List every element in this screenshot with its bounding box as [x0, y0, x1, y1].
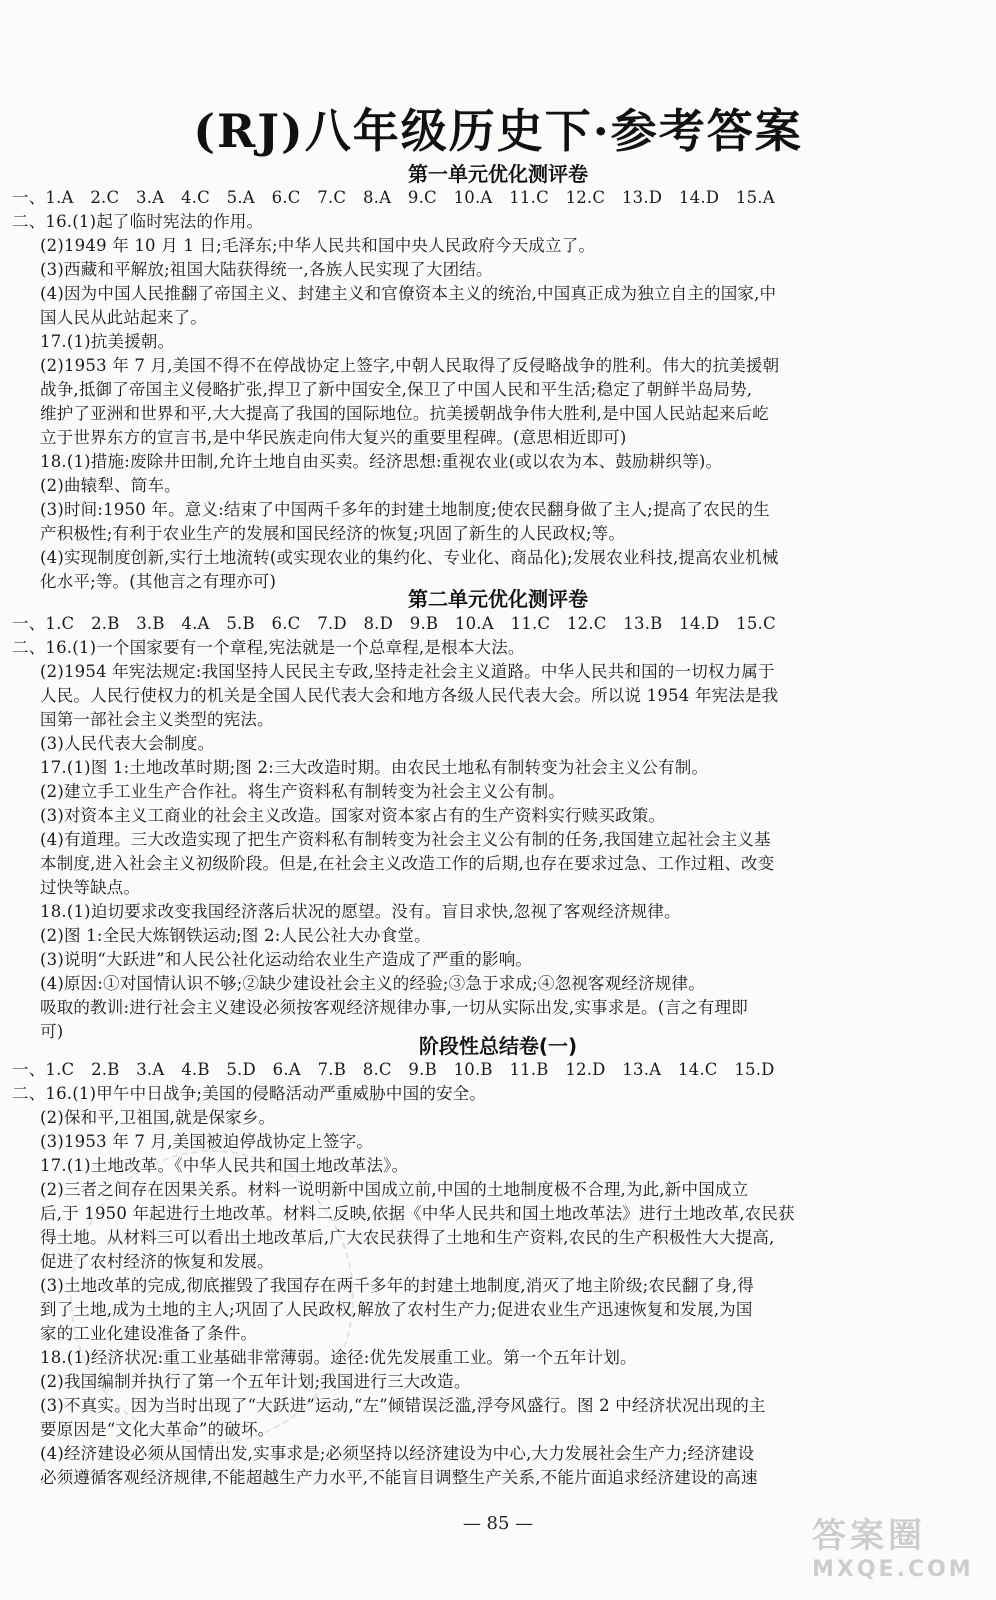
- answer-line: (2)保和平,卫祖国,就是保家乡。: [40, 1108, 276, 1127]
- answer-line: 得土地。从材料三可以看出土地改革后,广大农民获得了土地和生产资料,农民的生产积极性大大提高,: [40, 1228, 775, 1247]
- answer-line: (2)1953 年 7 月,美国不得不在停战协定上签字,中朝人民取得了反侵略战争的胜利。伟大的抗美援朝: [40, 356, 780, 375]
- page-title: (RJ)八年级历史下·参考答案: [193, 104, 803, 158]
- answer-line: 二、16.(1)甲午中日战争;美国的侵略活动严重威胁中国的安全。: [12, 1084, 487, 1103]
- watermark-text-bottom: MXQE.COM: [812, 1557, 974, 1582]
- answer-line: 本制度,进入社会主义初级阶段。但是,在社会主义改造工作的后期,也存在要求过急、工作过粗、改变: [40, 854, 775, 873]
- answer-line: 立于世界东方的宣言书,是中华民族走向伟大复兴的重要里程碑。(意思相近即可): [40, 428, 627, 447]
- section-heading-2: 第二单元优化测评卷: [408, 587, 588, 611]
- section-heading-3: 阶段性总结卷(一): [418, 1034, 578, 1058]
- answer-line: (4)原因:①对国情认识不够;②缺少建设社会主义的经验;③急于求成;④忽视客观经济规律。: [40, 974, 705, 993]
- answer-line: (3)说明“大跃进”和人民公社化运动给农业生产造成了严重的影响。: [40, 950, 533, 969]
- answer-line: 战争,抵御了帝国主义侵略扩张,捍卫了新中国安全,保卫了中国人民和平生活;稳定了朝鲜半岛局势,: [40, 380, 753, 399]
- answer-line: (3)土地改革的完成,彻底摧毁了我国存在两千多年的封建土地制度,消灭了地主阶级;农民翻了身,得: [40, 1276, 755, 1295]
- page-number: — 85 —: [462, 1513, 534, 1534]
- answer-line: 二、16.(1)一个国家要有一个章程,宪法就是一个总章程,是根本大法。: [12, 638, 525, 657]
- answer-line: 18.(1)经济状况:重工业基础非常薄弱。途径:优先发展重工业。第一个五年计划。: [40, 1348, 637, 1367]
- answer-line: (3)西藏和平解放;祖国大陆获得统一,各族人民实现了大团结。: [40, 260, 493, 279]
- answer-line: (2)1949 年 10 月 1 日;毛泽东;中华人民共和国中央人民政府今天成立了。: [40, 236, 596, 255]
- answer-line: (3)人民代表大会制度。: [40, 734, 215, 753]
- answer-line: 产积极性;有利于农业生产的发展和国民经济的恢复;巩固了新生的人民政权;等。: [40, 524, 626, 543]
- answer-line: 化水平;等。(其他言之有理亦可): [40, 572, 277, 591]
- answer-line: 18.(1)迫切要求改变我国经济落后状况的愿望。没有。盲目求快,忽视了客观经济规律。: [40, 902, 681, 921]
- answer-line: (4)实现制度创新,实行土地流转(或实现农业的集约化、专业化、商品化);发展农业科技,提高农业机械: [40, 548, 779, 567]
- faded-stamp-mark: [70, 1150, 354, 1444]
- answer-line: 国人民从此站起来了。: [40, 308, 207, 327]
- answer-line: (3)1953 年 7 月,美国被迫停战协定上签字。: [40, 1132, 374, 1151]
- answer-line: 维护了亚洲和世界和平,大大提高了我国的国际地位。抗美援朝战争伟大胜利,是中国人民站起来后屹: [40, 404, 769, 423]
- answer-line: 可): [40, 1022, 64, 1041]
- answer-line: 一、1.A 2.C 3.A 4.C 5.A 6.C 7.C 8.A 9.C 10.A 11.C 12.C 13.D 14.D 15.A: [12, 188, 775, 207]
- section-heading-1: 第一单元优化测评卷: [408, 162, 588, 186]
- answer-line: (3)不真实。因为当时出现了“大跃进”运动,“左”倾错误泛滥,浮夸风盛行。图 2 中经济状况出现的主: [40, 1396, 766, 1415]
- answer-line: 17.(1)抗美援朝。: [40, 332, 175, 351]
- answer-line: (4)经济建设必须从国情出发,实事求是;必须坚持以经济建设为中心,大力发展社会生产力;经济建设: [40, 1444, 755, 1463]
- answer-line: 17.(1)土地改革。《中华人民共和国土地改革法》。: [40, 1156, 409, 1175]
- answer-line: 二、16.(1)起了临时宪法的作用。: [12, 212, 264, 231]
- answer-line: (3)对资本主义工商业的社会主义改造。国家对资本家占有的生产资料实行赎买政策。: [40, 806, 666, 825]
- answer-line: (2)三者之间存在因果关系。材料一说明新中国成立前,中国的土地制度极不合理,为此,新中国成立: [40, 1180, 749, 1199]
- watermark-text-top: 答案圈: [812, 1516, 926, 1556]
- answer-line: 吸取的教训:进行社会主义建设必须按客观经济规律办事,一切从实际出发,实事求是。(言之有理即: [40, 998, 748, 1017]
- answer-line: 一、1.C 2.B 3.B 4.A 5.B 6.C 7.D 8.D 9.B 10.A 11.C 12.C 13.B 14.D 15.C: [12, 614, 776, 633]
- answer-line: (2)1954 年宪法规定:我国坚持人民民主专政,坚持走社会主义道路。中华人民共和国的一切权力属于: [40, 662, 775, 681]
- answer-line: (2)我国编制并执行了第一个五年计划;我国进行三大改造。: [40, 1372, 471, 1391]
- answer-line: (4)因为中国人民推翻了帝国主义、封建主义和官僚资本主义的统治,中国真正成为独立自主的国家,中: [40, 284, 777, 303]
- answer-line: 后,于 1950 年起进行土地改革。材料二反映,依据《中华人民共和国土地改革法》进行土地改革,农民获: [40, 1204, 795, 1223]
- answer-line: 17.(1)图 1:土地改革时期;图 2:三大改造时期。由农民土地私有制转变为社会主义公有制。: [40, 758, 709, 777]
- answer-line: 18.(1)措施:废除井田制,允许土地自由买卖。经济思想:重视农业(或以农为本、鼓励耕织等)。: [40, 452, 723, 471]
- watermark-logo: [812, 1508, 982, 1582]
- answer-line: 到了土地,成为土地的主人;巩固了人民政权,解放了农村生产力;促进农业生产迅速恢复和发展,为国: [40, 1300, 753, 1319]
- answer-line: (2)建立手工业生产合作社。将生产资料私有制转变为社会主义公有制。: [40, 782, 565, 801]
- answer-line: (2)图 1:全民大炼钢铁运动;图 2:人民公社大办食堂。: [40, 926, 431, 945]
- answer-line: (4)有道理。三大改造实现了把生产资料私有制转变为社会主义公有制的任务,我国建立起社会主义基: [40, 830, 771, 849]
- answer-line: 过快等缺点。: [40, 878, 141, 897]
- answer-line: 促进了农村经济的恢复和发展。: [40, 1252, 274, 1271]
- answer-line: (2)曲辕犁、筒车。: [40, 476, 181, 495]
- answer-line: 要原因是“文化大革命”的破坏。: [40, 1420, 275, 1439]
- answer-line: 国第一部社会主义类型的宪法。: [40, 710, 274, 729]
- answer-line: 人民。人民行使权力的机关是全国人民代表大会和地方各级人民代表大会。所以说 1954 年宪法是我: [40, 686, 779, 705]
- answer-line: 一、1.C 2.B 3.A 4.B 5.D 6.A 7.B 8.C 9.B 10.B 11.B 12.D 13.A 14.C 15.D: [12, 1060, 775, 1079]
- answer-line: (3)时间:1950 年。意义:结束了中国两千多年的封建土地制度;使农民翻身做了主人;提高了农民的生: [40, 500, 770, 519]
- answer-line: 必须遵循客观经济规律,不能超越生产力水平,不能盲目调整生产关系,不能片面追求经济建设的高速: [40, 1468, 758, 1487]
- answer-line: 家的工业化建设准备了条件。: [40, 1324, 258, 1343]
